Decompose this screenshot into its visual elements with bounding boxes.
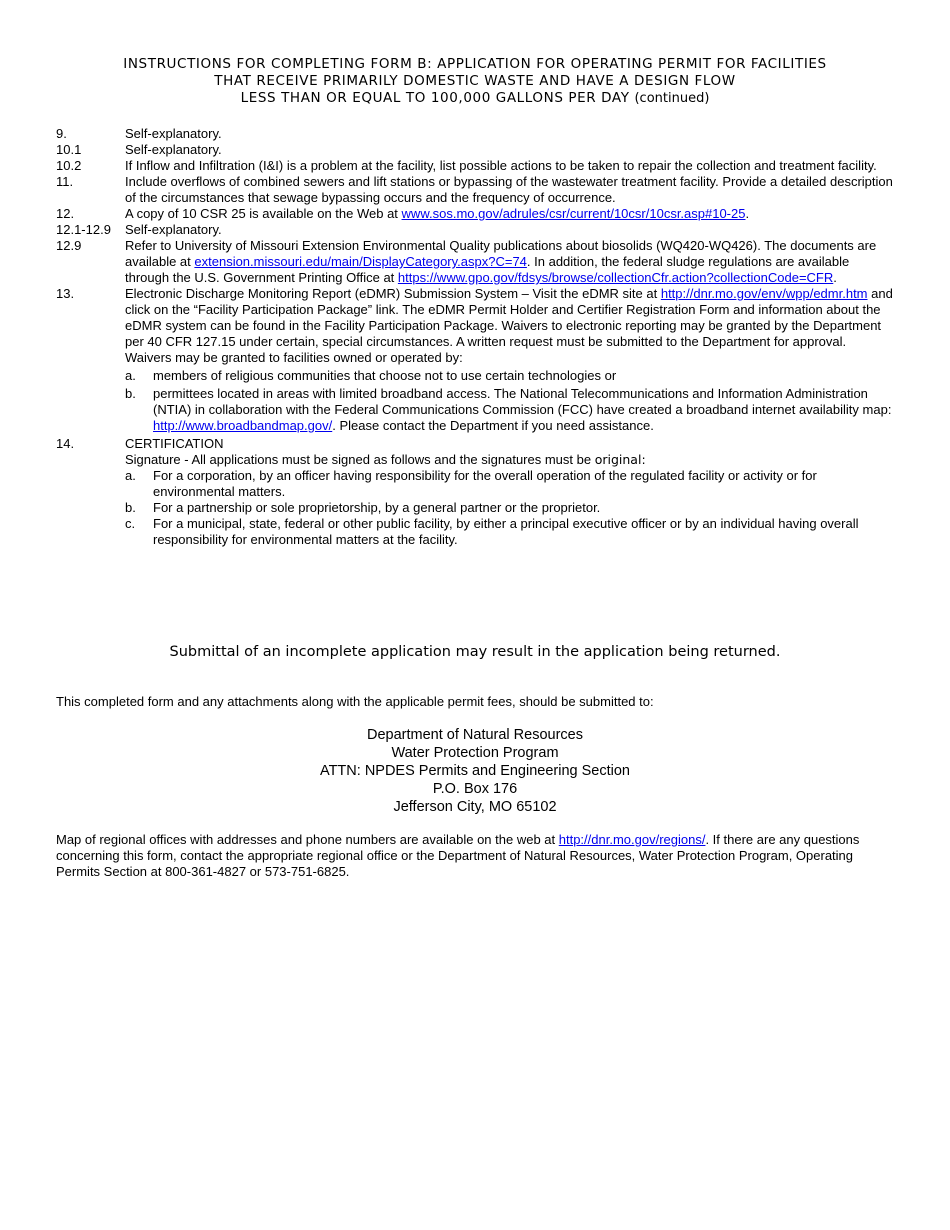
sub-text: For a municipal, state, federal or other public facility, by either a principal executive officer or by an individual having overall responsibility for environmental matters at the facility. (153, 516, 859, 547)
address-line-4: P.O. Box 176 (432, 781, 518, 797)
item-text (125, 206, 896, 222)
item-number: 10.2 (56, 158, 82, 173)
sub-item-c (125, 516, 896, 548)
edmr-link[interactable]: http://dnr.mo.gov/env/wpp/edmr.htm (660, 286, 868, 301)
item-12-9 (56, 238, 896, 286)
item-number: 13. (56, 286, 75, 301)
sub-text (153, 386, 896, 434)
item-number: 12. (56, 206, 75, 221)
signature-original: original: (594, 452, 646, 467)
item-9 (56, 126, 896, 142)
sub-letter: c. (125, 516, 136, 531)
address-line-1: Department of Natural Resources (367, 727, 583, 743)
incomplete-application-notice: Submittal of an incomplete application may result in the application being returned. (169, 644, 781, 660)
item-number: 11. (56, 174, 74, 189)
item-text (125, 238, 896, 286)
regions-link[interactable]: http://dnr.mo.gov/regions/ (558, 832, 706, 847)
sub-text: For a partnership or sole proprietorship, by a general partner or the proprietor. (153, 500, 601, 515)
title-line-3-text: LESS THAN OR EQUAL TO 100,000 GALLONS PER DAY (240, 90, 630, 106)
item-10-2 (56, 158, 896, 174)
item-11 (56, 174, 896, 206)
item-text: Include overflows of combined sewers and lift stations or bypassing of the wastewater treatment facility. Provide a detailed description of the circumstances that sewage bypassing occurs and the frequency of occurrence. (125, 174, 893, 205)
sub-text: For a corporation, by an officer having responsibility for the overall operation of the regulated facility or activity or for environmental matters. (153, 468, 817, 499)
extension-link[interactable]: extension.missouri.edu/main/DisplayCategory.aspx?C=74 (194, 254, 527, 269)
gpo-cfr-link[interactable]: https://www.gpo.gov/fdsys/browse/collectionCfr.action?collectionCode=CFR (397, 270, 834, 285)
item-number: 10.1 (56, 142, 82, 157)
item-number: 14. (56, 436, 75, 451)
page-title (40, 56, 910, 107)
item-text: If Inflow and Infiltration (I&I) is a problem at the facility, list possible actions to be taken to repair the collection and treatment facility. (125, 158, 877, 173)
title-line-2: THAT RECEIVE PRIMARILY DOMESTIC WASTE AND HAVE A DESIGN FLOW (214, 73, 736, 89)
item-12 (56, 206, 896, 222)
csr-link[interactable]: www.sos.mo.gov/adrules/csr/current/10csr/10csr.asp#10-25 (401, 206, 746, 221)
sub-item-a (125, 368, 896, 384)
item-text-part: . (833, 270, 837, 285)
item-number: 12.1-12.9 (56, 222, 111, 237)
item-text: Self-explanatory. (125, 142, 222, 157)
mailing-address (0, 726, 950, 816)
item-text: Self-explanatory. (125, 222, 222, 237)
item-text-part: . In addition, the federal sludge regulations are available through the U.S. Government Printing Office at (125, 254, 850, 285)
item-text-part: and click on the “Facility Participation Package” link. The eDMR Permit Holder and Certifier Registration Form and information about the eDMR system can be found in the Facility Participation Package. Waivers to electronic reporting may be granted by the Department per 40 CFR 127.15 under certain, special circumstances. A written request must be submitted to the Department for approval. Waivers may be granted to facilities owned or operated by: (125, 286, 893, 365)
item-14 (56, 436, 896, 548)
item-text-part: A copy of 10 CSR 25 is available on the Web at (125, 206, 402, 221)
sub-item-b (125, 500, 896, 516)
waiver-sublist (125, 368, 896, 434)
sub-letter: b. (125, 386, 136, 401)
address-line-3: ATTN: NPDES Permits and Engineering Section (319, 763, 630, 779)
sub-item-b (125, 386, 896, 434)
address-line-2: Water Protection Program (391, 745, 559, 761)
item-text-part: . (745, 206, 750, 221)
signature-intro (125, 452, 896, 468)
signature-intro-text: Signature - All applications must be signed as follows and the signatures must be (125, 452, 595, 467)
item-12-1-12-9 (56, 222, 896, 238)
item-body (125, 286, 896, 436)
title-line-3 (40, 90, 910, 107)
sub-text: members of religious communities that choose not to use certain technologies or (153, 368, 617, 383)
item-13 (56, 286, 896, 436)
sub-text-part: . Please contact the Department if you need assistance. (332, 418, 654, 433)
item-text (125, 286, 896, 366)
item-text-part: Electronic Discharge Monitoring Report (eDMR) Submission System – Visit the eDMR site at (125, 286, 661, 301)
submission-instructions: This completed form and any attachments along with the applicable permit fees, should be submitted to: (56, 694, 654, 709)
item-number: 12.9 (56, 238, 82, 253)
footer-text-part: Map of regional offices with addresses and phone numbers are available on the web at (56, 832, 559, 847)
title-line-1: INSTRUCTIONS FOR COMPLETING FORM B: APPLICATION FOR OPERATING PERMIT FOR FACILITIES (123, 56, 827, 72)
sub-item-a (125, 468, 896, 500)
title-continued: (continued) (634, 91, 710, 106)
instruction-list (56, 126, 896, 548)
item-number: 9. (56, 126, 67, 141)
regional-offices-note (56, 832, 896, 880)
item-text: Self-explanatory. (125, 126, 222, 141)
sub-text-part: permittees located in areas with limited broadband access. The National Telecommunications and Information Administration (NTIA) in collaboration with the Federal Communications Commission (FCC) have created a broadband internet availability map: (153, 386, 892, 417)
sub-letter: a. (125, 468, 136, 483)
broadband-map-link[interactable]: http://www.broadbandmap.gov/ (153, 418, 333, 433)
certification-heading: CERTIFICATION (125, 436, 224, 451)
item-text-part: Refer to University of Missouri Extension Environmental Quality publications about biosolids (WQ420-WQ426). The documents are available at (125, 238, 877, 269)
footer-text-part: . If there are any questions concerning this form, contact the appropriate regional office or the Department of Natural Resources, Water Protection Program, Operating Permits Section at 800-361-4827 or 573-751-6825. (56, 832, 860, 879)
sub-letter: a. (125, 368, 136, 383)
item-body (125, 436, 896, 548)
address-line-5: Jefferson City, MO 65102 (393, 799, 557, 815)
item-10-1 (56, 142, 896, 158)
sub-letter: b. (125, 500, 136, 515)
